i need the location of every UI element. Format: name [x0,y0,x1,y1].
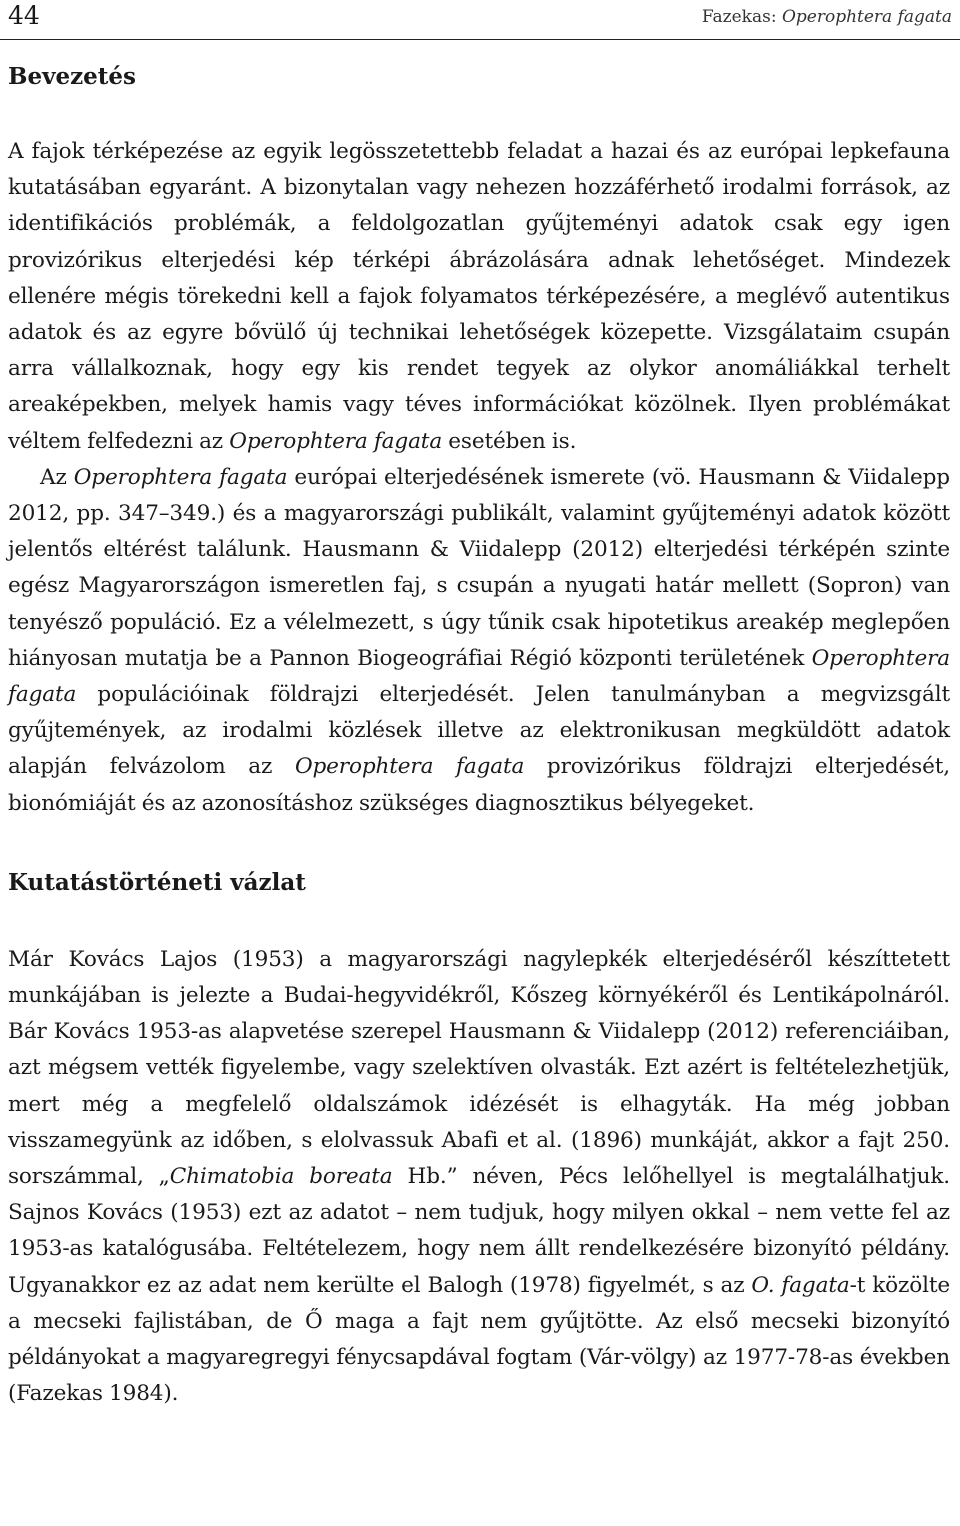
page-number: 44 [8,1,40,30]
running-head-species: Operophtera fagata [781,7,952,27]
species-name-italic: Operophtera fagata [73,464,288,490]
page-header [0,0,960,40]
text-run: Hb.” néven, Pécs lelőhellyel is megtalálhatjuk. Sajnos Kovács (1953) ezt az adatot – nem tudjuk, hogy milyen okkal – nem vette fel az 1953-as katalógusába. Feltételezem, hogy nem állt rendelkezésére bizonyító példány. Ugyanakkor ez az adat nem kerülte el Balogh (1978) figyelmét, s az [8,1164,951,1298]
text-run: esetében is. [442,428,577,454]
text-run: A fajok térképezése az egyik legösszetettebb feladat a hazai és az európai lepkefauna kutatásában egyaránt. A bizonytalan vagy nehezen hozzáférhető irodalmi források, az identifikációs problémák, a feldolgozatlan gyűjteményi adatok csak egy igen provizórikus elterjedési kép térképi ábrázolására adnak lehetőséget. Mindezek ellenére mégis törekedni kell a fajok folyamatos térképezésére, a meglévő autentikus adatok és az egyre bővülő új technikai lehetőségek közepette. Vizsgálataim csupán arra vállalkoznak, hogy egy kis rendet tegyek az olykor anomáliákkal terhelt areaképekben, melyek hamis vagy téves információkat közölnek. Ilyen problémákat véltem felfedezni az [8,139,950,454]
text-run: provizórikus földrajzi elterjedését, bionómiáját és az azonosításhoz szükséges diagnosztikus bélyegeket. [8,754,950,816]
article-body [8,62,950,1413]
species-name-italic: O. fagata [751,1272,850,1298]
running-head [702,6,952,28]
species-name-italic: Chimatobia boreata [169,1164,393,1190]
history-paragraph-1 [8,942,950,1413]
text-run: Már Kovács Lajos (1953) a magyarországi nagylepkék elterjedéséről készíttetett munkájában is jelezte a Budai-hegyvidékről, Kőszeg környékéről és Lentikápolnáról. Bár Kovács 1953-as alapvetése szerepel Hausmann & Viidalepp (2012) referenciáiban, azt mégsem vették figyelembe, vagy szelektíven olvasták. Ezt azért is feltételezhetjük, mert még a megfelelő oldalszámok idézését is elhagyták. Ha még jobban visszamegyünk az időben, s elolvassuk Abafi et al. (1896) munkáját, akkor a fajt 250. sorszámmal, „ [8,946,950,1190]
text-run: Az [40,464,74,490]
intro-paragraph-1 [8,134,950,460]
intro-paragraph-2 [8,460,950,822]
species-name-italic: Operophtera fagata [229,428,443,454]
species-name-italic: Operophtera fagata [294,754,525,780]
text-run: populációinak földrajzi elterjedését. Jelen tanulmányban a megvizsgált gyűjtemények, az irodalmi közlések illetve az elektronikusan megküldött adatok alapján felvázolom az [8,682,950,780]
text-run: európai elterjedésének ismerete (vö. Hausmann & Viidalepp 2012, pp. 347–349.) és a magyarországi publikált, valamint gyűjteményi adatok között jelentős eltérést találunk. Hausmann & Viidalepp (2012) elterjedési térképén szinte egész Magyarországon ismeretlen faj, s csupán a nyugati határ mellett (Sopron) van tenyésző populáció. Ez a vélelmezett, s úgy tűnik csak hipotetikus areakép meglepően hiányosan mutatja be a Pannon Biogeográfiai Régió központi területének [8,464,950,671]
running-head-author: Fazekas: [701,7,782,27]
section-heading-introduction: Bevezetés [8,63,136,90]
section-heading-research-history: Kutatástörténeti vázlat [8,868,306,896]
text-run: -t közölte a mecseki fajlistában, de Ő maga a fajt nem gyűjtötte. Az első mecseki bizonyító példányokat a magyaregregyi fénycsapdával fogtam (Vár-völgy) az 1977-78-as években (Fazekas 1984). [8,1272,950,1407]
species-name-italic: Operophtera fagata [8,645,950,708]
